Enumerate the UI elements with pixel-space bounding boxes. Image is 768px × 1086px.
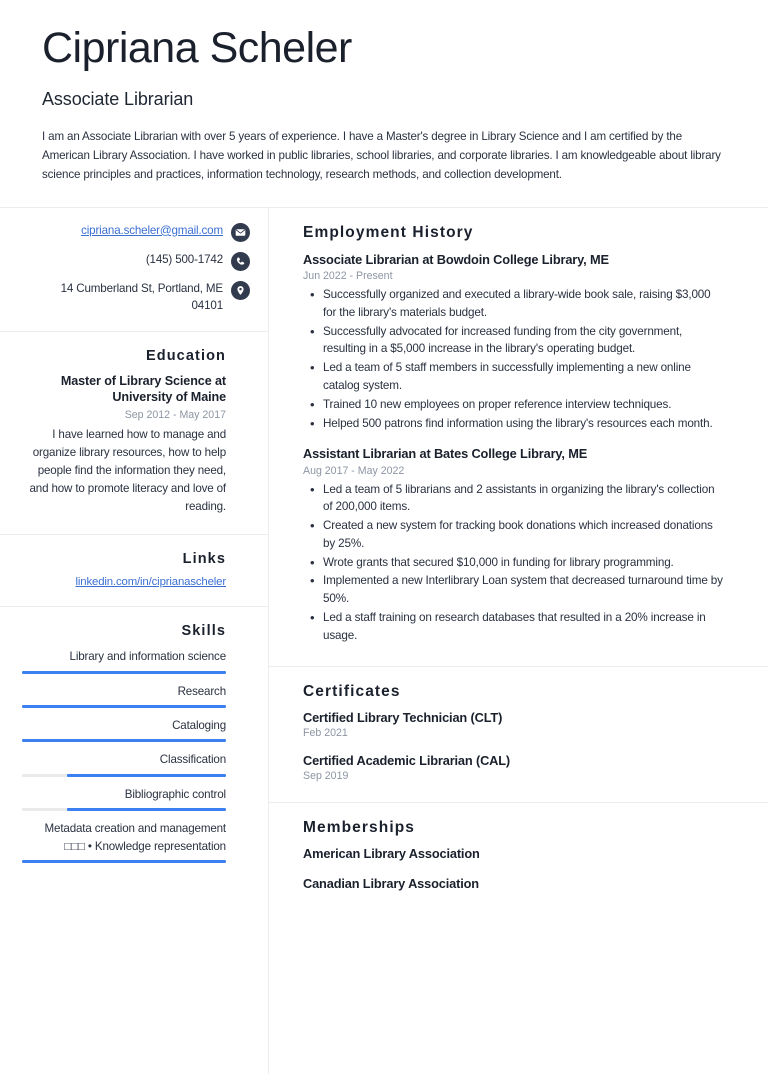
skill-item [22, 683, 226, 708]
resume-header [0, 0, 768, 208]
certificate-item [303, 753, 726, 782]
skill-bar [22, 705, 226, 708]
page-title: Cipriana Scheler [42, 24, 352, 72]
skill-bar-fill [22, 705, 226, 708]
email-value[interactable]: cipriana.scheler@gmail.com [81, 223, 223, 237]
phone-icon [231, 252, 250, 271]
skill-item [22, 717, 226, 742]
bullet-item: • Implemented a new Interlibrary Loan system that decreased turnaround time by 50%. [303, 572, 726, 608]
skill-label: Classification [159, 753, 226, 767]
skill-bar-fill [67, 774, 226, 777]
skill-label: Library and information science [69, 650, 226, 664]
skill-bar-fill [67, 808, 226, 811]
certificate-date: Sep 2019 [303, 769, 349, 782]
skill-bar [22, 671, 226, 674]
skill-bar-fill [22, 860, 226, 863]
employment-title: Associate Librarian at Bowdoin College Library, ME [303, 251, 609, 267]
education-dates: Sep 2012 - May 2017 [124, 409, 226, 422]
address-value: 14 Cumberland St, Portland, ME 04101 [60, 281, 223, 313]
employment-entry [303, 251, 726, 433]
skill-bar-fill [22, 671, 226, 674]
job-title: Associate Librarian [42, 89, 194, 110]
employment-history-heading: Employment History [303, 223, 474, 241]
contact-row-phone[interactable] [22, 251, 250, 271]
bullet-item: • Led a team of 5 staff members in successfully implementing a new online catalog system. [303, 359, 726, 395]
skill-bar [22, 774, 226, 777]
location-pin-icon [231, 281, 250, 300]
contact-block [0, 208, 268, 332]
skills-heading: Skills [181, 623, 226, 640]
employment-title: Assistant Librarian at Bates College Library, ME [303, 446, 588, 462]
education-item [22, 373, 226, 517]
bullet-item: • Successfully advocated for increased funding from the city government, resulting in a $5,000 increase in the library's operating budget. [303, 323, 726, 359]
employment-dates: Jun 2022 - Present [303, 270, 393, 283]
employment-entry [303, 445, 726, 644]
skill-label: Bibliographic control [124, 787, 226, 801]
resume-body [0, 208, 768, 1074]
skill-item [22, 751, 226, 776]
education-block [0, 332, 268, 536]
bullet-item: • Successfully organized and executed a library-wide book sale, raising $3,000 for the library's materials budget. [303, 286, 726, 322]
education-description: I have learned how to manage and organize library resources, how to help people find the information they need, and how to promote literacy and love of reading. [29, 428, 226, 514]
certificate-item [303, 710, 726, 739]
bullet-item: • Created a new system for tracking book donations which increased donations by 25%. [303, 517, 726, 553]
bullet-item: • Trained 10 new employees on proper reference interview techniques. [303, 396, 726, 414]
employment-bullets [303, 286, 726, 432]
education-heading: Education [146, 347, 226, 364]
memberships-block [269, 803, 768, 911]
links-block [0, 535, 268, 607]
certificate-date: Feb 2021 [303, 726, 348, 739]
memberships-heading: Memberships [303, 818, 416, 836]
bullet-item: • Wrote grants that secured $10,000 in funding for library programming. [303, 554, 726, 572]
main-column [269, 208, 768, 911]
skill-item [22, 820, 226, 863]
membership-item: American Library Association [303, 845, 480, 861]
employment-dates: Aug 2017 - May 2022 [303, 464, 405, 477]
membership-item: Canadian Library Association [303, 875, 479, 891]
contact-row-email[interactable] [22, 222, 250, 242]
bullet-item: • Led a team of 5 librarians and 2 assistants in organizing the library's collection of 200,000 items. [303, 481, 726, 517]
education-degree: Master of Library Science at University of Maine [60, 373, 226, 405]
bullet-item: • Helped 500 patrons find information using the library's resources each month. [303, 415, 726, 433]
professional-summary: I am an Associate Librarian with over 5 years of experience. I have a Master's degree in Library Science and I am certified by the American Library Association. I have worked in public libraries, school libraries, and corporate libraries. I am knowledgeable about library science principles and practices, information technology, research methods, and collection development. [42, 130, 721, 181]
skill-label: Metadata creation and management □□□ • Knowledge representation [44, 822, 226, 853]
skills-block [0, 607, 268, 881]
skill-bar [22, 808, 226, 811]
certificates-block [269, 667, 768, 803]
sidebar [0, 208, 269, 1074]
phone-value: (145) 500-1742 [145, 252, 223, 266]
envelope-icon [231, 223, 250, 242]
certificate-name: Certified Library Technician (CLT) [303, 709, 503, 725]
employment-history-block [269, 208, 768, 667]
skill-item [22, 786, 226, 811]
skill-bar [22, 739, 226, 742]
links-heading: Links [182, 551, 226, 568]
skill-label: Research [177, 684, 226, 698]
bullet-item: • Led a staff training on research databases that resulted in a 20% increase in usage. [303, 609, 726, 645]
certificates-heading: Certificates [303, 682, 401, 700]
link-item-linkedin[interactable]: linkedin.com/in/ciprianascheler [75, 576, 226, 589]
skill-item [22, 648, 226, 673]
employment-bullets [303, 481, 726, 645]
certificate-name: Certified Academic Librarian (CAL) [303, 752, 511, 768]
contact-row-address [22, 280, 250, 315]
skill-bar-fill [22, 739, 226, 742]
skill-label: Cataloging [172, 718, 226, 732]
skill-bar [22, 860, 226, 863]
